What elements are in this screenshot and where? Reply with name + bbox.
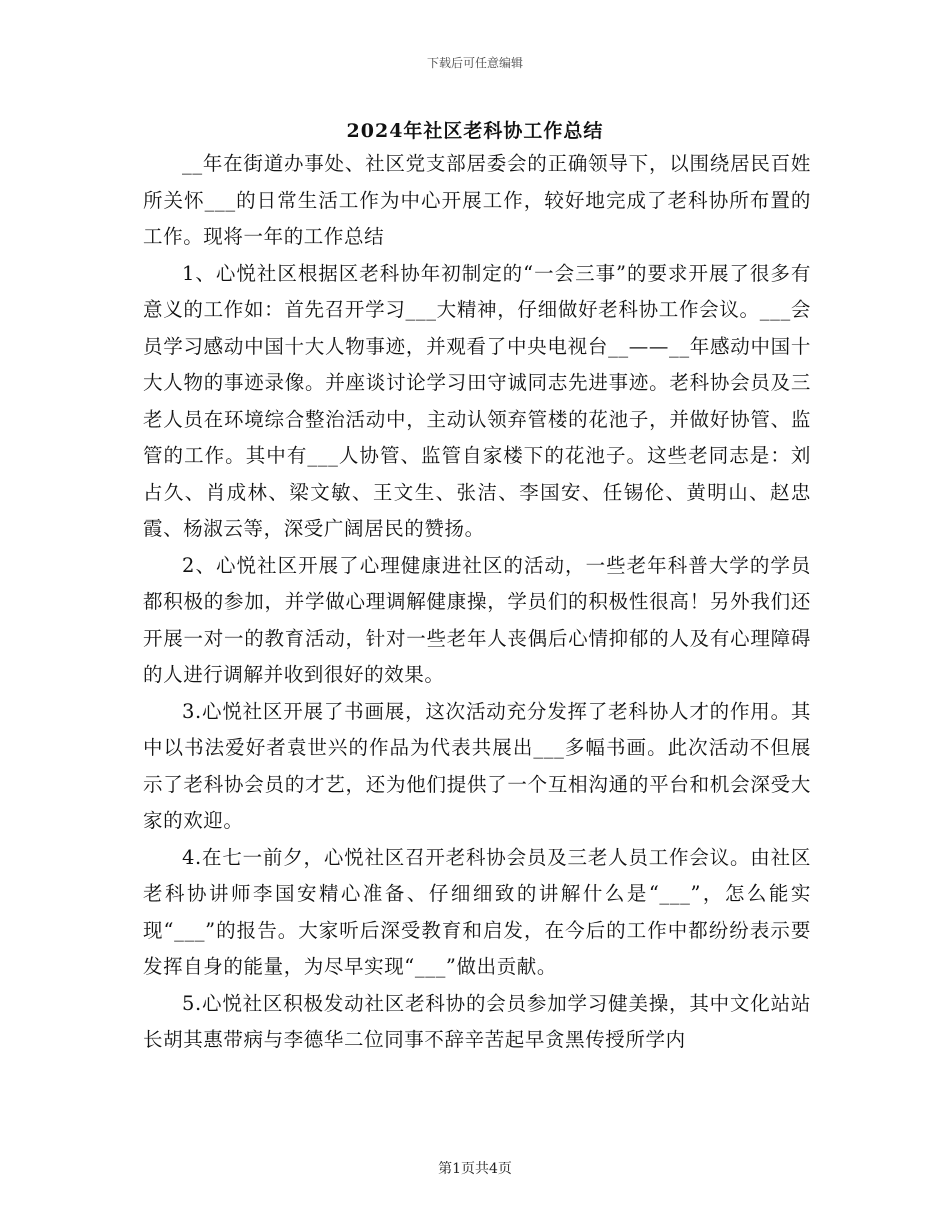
paragraph-item-2: 2、心悦社区开展了心理健康进社区的活动，一些老年科普大学的学员都积极的参加，并学做心理调解健康操，学员们的积极性很高！另外我们还开展一对一的教育活动，针对一些老年人丧偶后心情抑郁的人及有心理障碍的人进行调解并收到很好的效果。 (143, 553, 811, 686)
document-body (143, 146, 811, 1059)
page-header-note: 下载后可任意编辑 (426, 56, 523, 70)
page-number-footer: 第1页共4页 (438, 1161, 512, 1177)
paragraph-item-5: 5.心悦社区积极发动社区老科协的会员参加学习健美操，其中文化站站长胡其惠带病与李德华二位同事不辞辛苦起早贪黑传授所学内 (143, 991, 811, 1051)
document-title: 2024年社区老科协工作总结 (346, 120, 604, 142)
paragraph-item-3: 3.心悦社区开展了书画展，这次活动充分发挥了老科协人才的作用。其中以书法爱好者袁世兴的作品为代表共展出___多幅书画。此次活动不但展示了老科协会员的才艺，还为他们提供了一个互相沟通的平台和机会深受大家的欢迎。 (143, 699, 811, 832)
paragraph-item-1: 1、心悦社区根据区老科协年初制定的“一会三事”的要求开展了很多有意义的工作如：首先召开学习___大精神，仔细做好老科协工作会议。___会员学习感动中国十大人物事迹，并观看了中央电视台__——__年感动中国十大人物的事迹录像。并座谈讨论学习田守诚同志先进事迹。老科协会员及三老人员在环境综合整治活动中，主动认领弃管楼的花池子，并做好协管、监管的工作。其中有___人协管、监管自家楼下的花池子。这些老同志是：刘占久、肖成林、梁文敏、王文生、张洁、李国安、任锡伦、黄明山、赵忠霞、杨淑云等，深受广阔居民的赞扬。 (143, 261, 811, 540)
paragraph-intro: __年在街道办事处、社区党支部居委会的正确领导下，以围绕居民百姓所关怀___的日常生活工作为中心开展工作，较好地完成了老科协所布置的工作。现将一年的工作总结 (143, 152, 811, 248)
paragraph-item-4: 4.在七一前夕，心悦社区召开老科协会员及三老人员工作会议。由社区老科协讲师李国安精心准备、仔细细致的讲解什么是“___”，怎么能实现“___”的报告。大家听后深受教育和启发，在今后的工作中都纷纷表示要发挥自身的能量，为尽早实现“___”做出贡献。 (143, 845, 811, 978)
